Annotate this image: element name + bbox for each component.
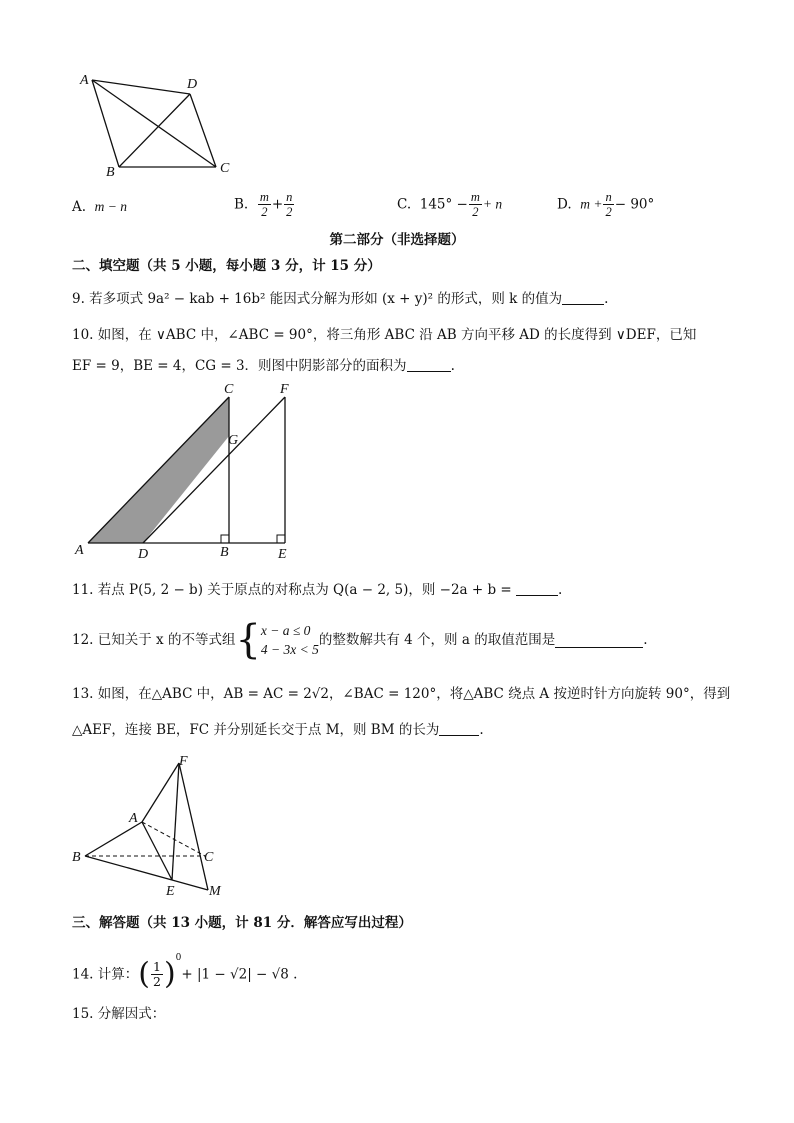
rhombus-figure [70, 70, 240, 180]
side-ad [92, 80, 190, 94]
answer-blank-11 [516, 581, 558, 596]
seg-ae [142, 822, 172, 880]
seg-em [172, 880, 208, 890]
question-10-line1: 10. 如图，在 ∨ABC 中，∠ABC = 90°，将三角形 ABC 沿 AB 方向平移 AD 的长度得到 ∨DEF，已知 [72, 327, 697, 343]
seg-af [142, 763, 179, 822]
question-13-line2: △AEF，连接 BE，FC 并分别延长交于点 M，则 BM 的长为 . [72, 722, 484, 738]
question-9: 9. 若多项式 9a² − kab + 16b² 能因式分解为形如 (x + y)² 的形式，则 k 的值为 . [72, 291, 609, 307]
diagonal-bd [119, 94, 190, 167]
section3-title: 三、解答题（共 13 小题，计 81 分．解答应写出过程） [72, 915, 412, 931]
label-a: A [75, 543, 84, 558]
option-c: C. 145° − $\frac{m}{2}$ + n [397, 190, 503, 219]
label-b: B [220, 545, 229, 560]
answer-blank-9 [562, 290, 604, 305]
label-b: B [72, 850, 81, 865]
seg-fm [179, 763, 208, 890]
label-c: C [204, 850, 214, 865]
label-e: E [166, 884, 175, 899]
side-ba [92, 80, 119, 167]
question-14: 14. 计算：( $\frac{1}{2}$ )$^0$+ |1 − √2| − √8 . [72, 953, 298, 992]
right-angle-b [221, 535, 229, 543]
label-e: E [278, 547, 287, 562]
question-10-line2: EF = 9，BE = 4，CG = 3．则图中阴影部分的面积为 . [72, 358, 455, 374]
right-angle-e [277, 535, 285, 543]
label-c: C [220, 161, 230, 176]
label-a: A [80, 73, 89, 88]
option-d: D. m + $\frac{n}{2}$ − 90° [557, 190, 655, 219]
translation-figure [70, 382, 310, 564]
option-b: B. $\frac{m}{2}$ + $\frac{n}{2}$ [234, 190, 293, 219]
question-11: 11. 若点 P(5, 2 − b) 关于原点的对称点为 Q(a − 2, 5)，则 −2a + b = . [72, 582, 563, 598]
question-15: 15. 分解因式： [72, 1006, 166, 1022]
question-13-line1: 13. 如图，在△ABC 中，AB = AC = 2√2，∠BAC = 120°，将△ABC 绕点 A 按逆时针方向旋转 90°，得到 [72, 686, 731, 702]
part2-title: 第二部分（非选择题） [329, 232, 465, 248]
option-a: A. m − n [72, 199, 127, 215]
label-f: F [179, 754, 188, 769]
section2-title: 二、填空题（共 5 小题，每小题 3 分，计 15 分） [72, 258, 381, 274]
seg-fe [172, 763, 179, 880]
label-f: F [280, 382, 289, 397]
label-g: G [228, 433, 239, 448]
seg-ba [85, 822, 142, 856]
label-d: D [138, 547, 149, 562]
label-a: A [129, 811, 138, 826]
answer-blank-10 [407, 357, 451, 372]
label-c: C [224, 382, 234, 397]
side-dc [190, 94, 216, 167]
label-m: M [209, 884, 221, 899]
question-12: 12. 已知关于 x 的不等式组{ x − a ≤ 0 4 − 3x < 5 的整数解共有 4 个，则 a 的取值范围是 . [72, 617, 648, 663]
seg-be [85, 856, 172, 880]
diagonal-ac [92, 80, 216, 167]
answer-blank-13 [439, 721, 479, 736]
answer-blank-12 [555, 633, 643, 648]
label-d: D [187, 77, 198, 92]
label-b: B [106, 165, 115, 180]
rotation-figure [68, 752, 238, 902]
